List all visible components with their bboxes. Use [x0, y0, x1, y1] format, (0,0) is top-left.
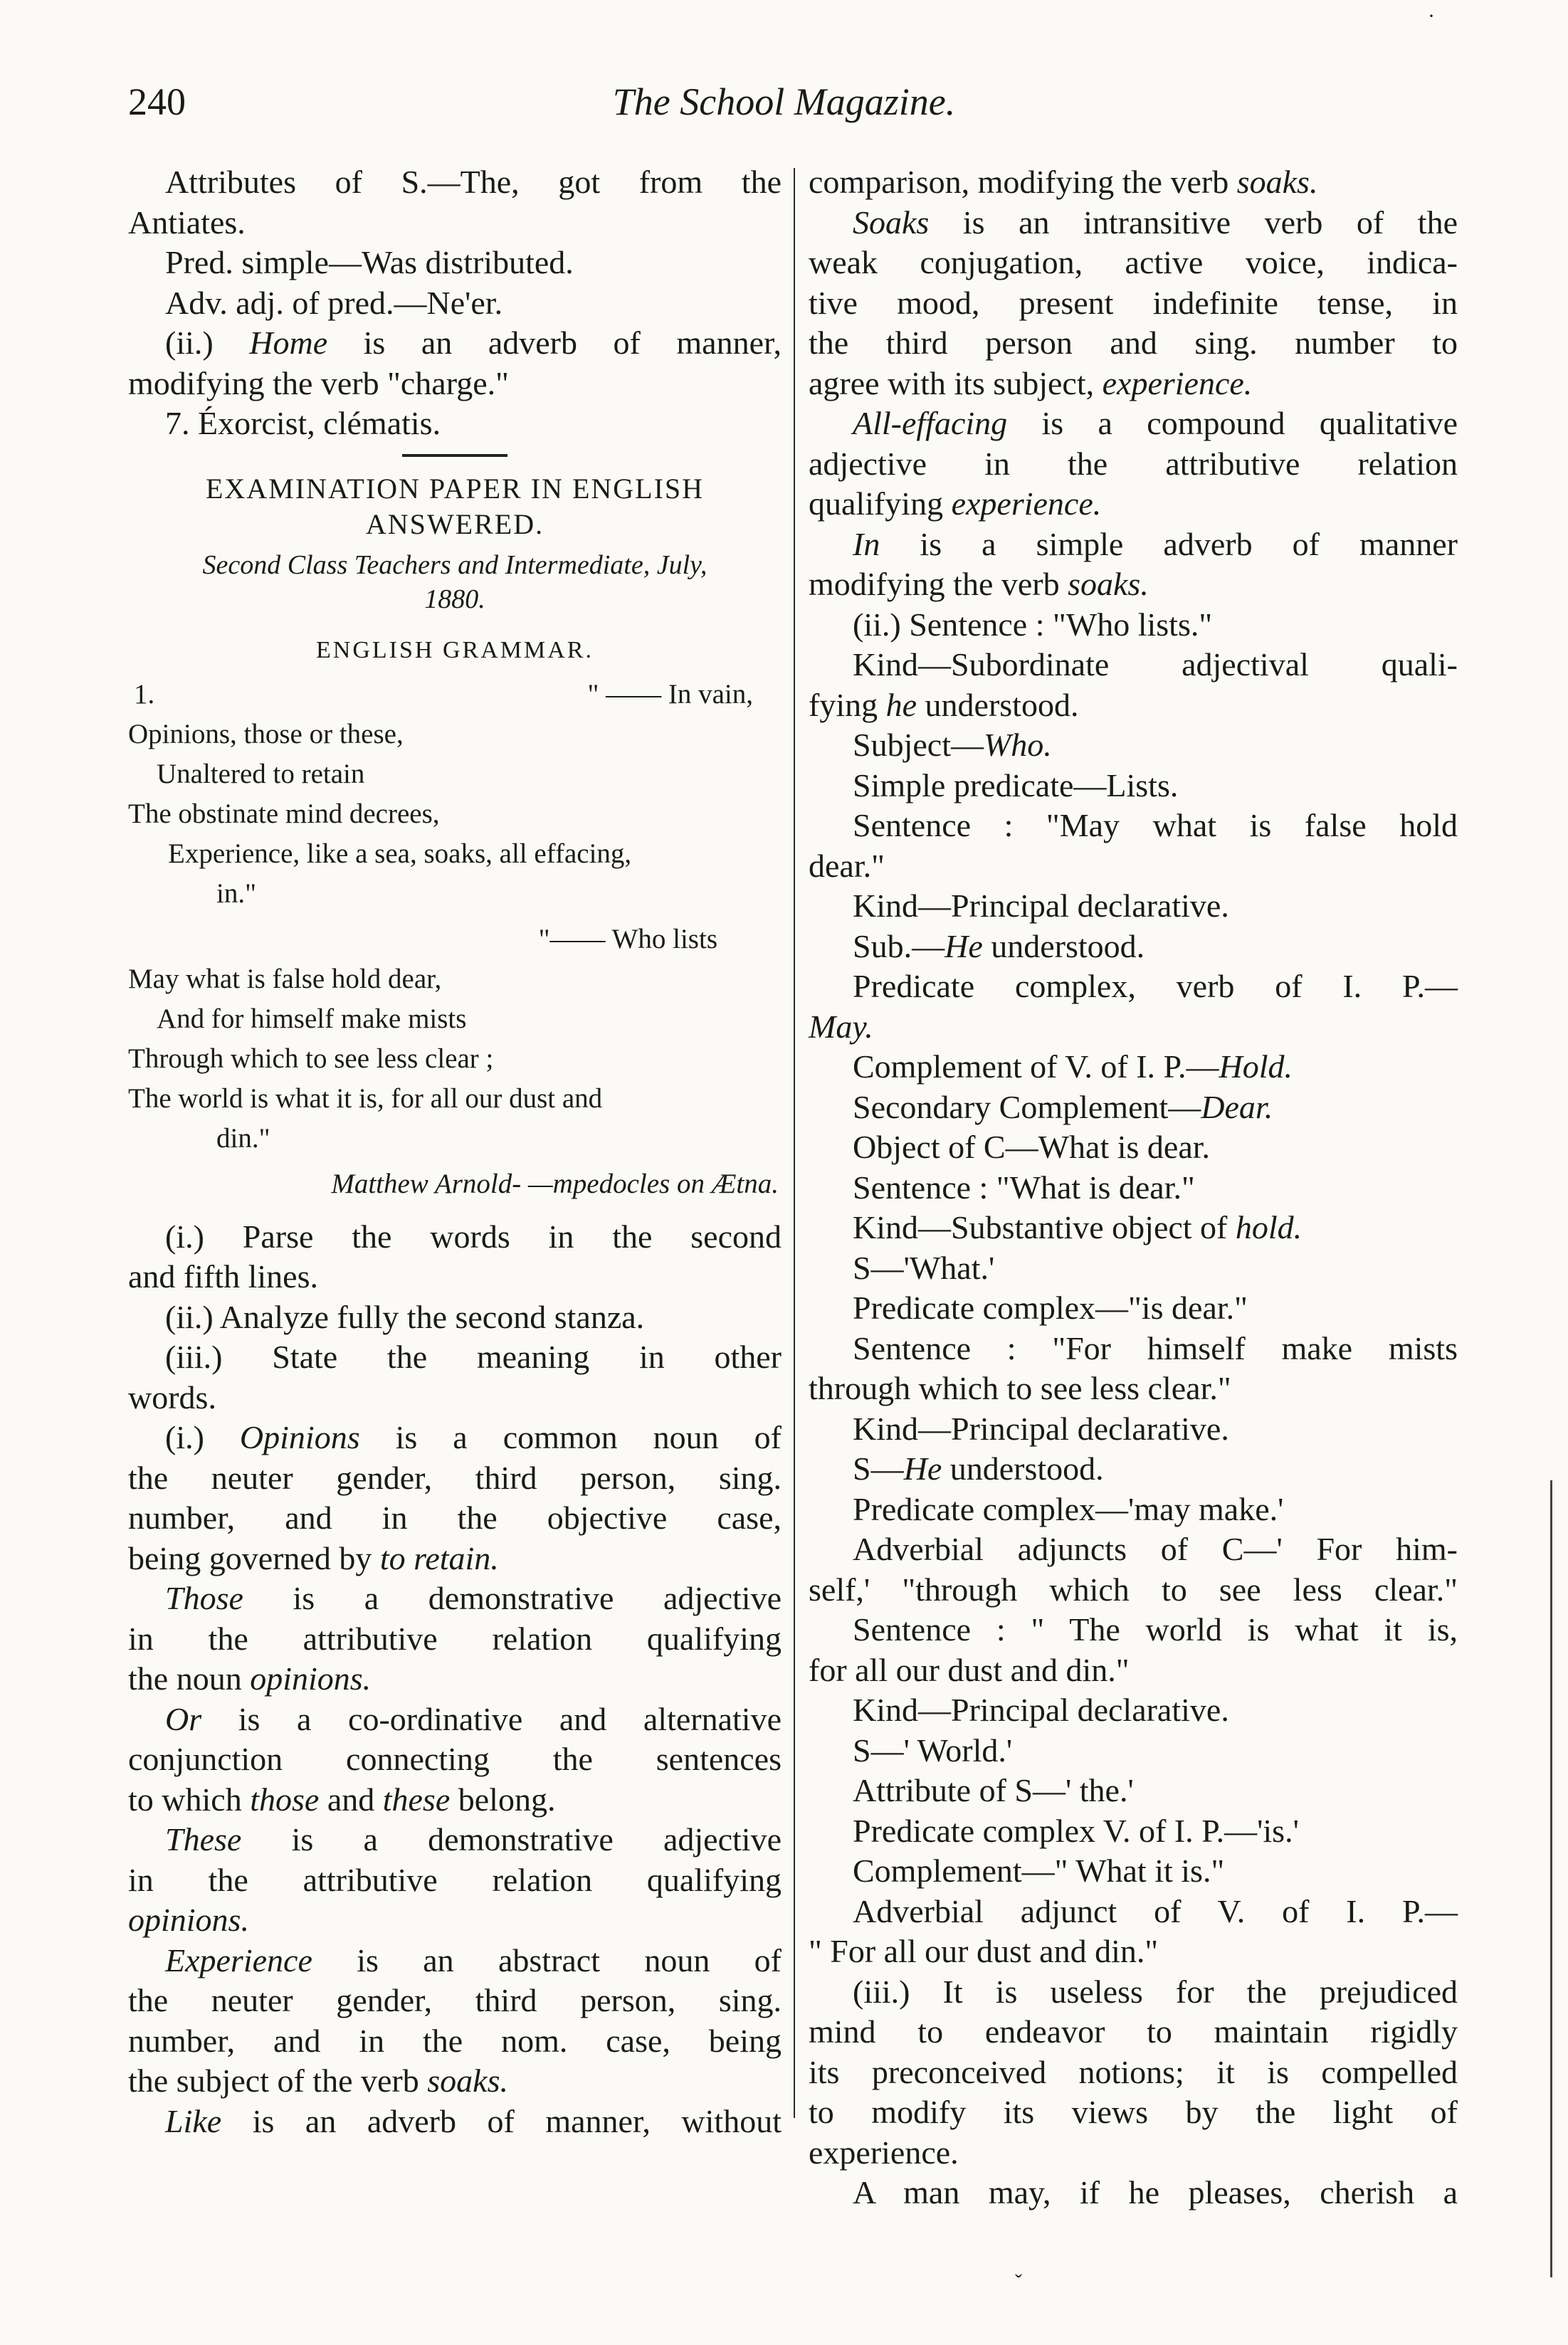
text-line: Subject—Who. — [853, 727, 1052, 763]
page-header — [0, 80, 1568, 137]
poem-line: And for himself make mists — [157, 1003, 467, 1034]
poem-quote-opening-2: "—— Who lists — [538, 923, 717, 954]
text-line: Soaks is an intransitive verb of the — [853, 204, 1458, 241]
poem-line: Opinions, those or these, — [128, 718, 404, 749]
column-divider — [794, 168, 795, 2118]
text-line: modifying the verb "charge." — [128, 364, 509, 401]
text-line: adjective in the attributive relation — [809, 445, 1458, 482]
poem-quotation — [128, 675, 782, 1204]
text-line: in the attributive relation qualifying — [128, 1861, 782, 1898]
text-line: These is a demonstrative adjective — [165, 1821, 782, 1857]
text-line: Sentence : "May what is false hold — [853, 807, 1458, 843]
poem-line: in." — [216, 878, 257, 909]
text-line: being governed by to retain. — [128, 1539, 499, 1576]
speck-mark: · — [1428, 4, 1435, 28]
page-edge-line — [1550, 1480, 1552, 2277]
text-line: Object of C—What is dear. — [853, 1129, 1211, 1165]
text-line: the noun opinions. — [128, 1660, 372, 1697]
text-line: Complement of V. of I. P.—Hold. — [853, 1048, 1293, 1085]
text-line: Predicate complex—'may make.' — [853, 1490, 1284, 1527]
text-line: May. — [809, 1008, 873, 1045]
right-column — [809, 162, 1458, 2213]
text-line: A man may, if he pleases, cherish a — [853, 2174, 1458, 2210]
speck-mark-bottom: ˇ — [1015, 2270, 1022, 2294]
text-line: conjunction connecting the sentences — [128, 1741, 782, 1777]
left-column — [128, 162, 782, 2141]
text-line: Secondary Complement—Dear. — [853, 1088, 1273, 1125]
running-title: The School Magazine. — [612, 80, 956, 123]
text-line: words. — [128, 1379, 216, 1416]
poem-line: Through which to see less clear ; — [128, 1043, 494, 1074]
text-line: weak conjugation, active voice, indica- — [809, 244, 1458, 280]
text-line: S—He understood. — [853, 1450, 1104, 1487]
text-line: (i.) Parse the words in the second — [165, 1218, 782, 1255]
text-line: (iii.) It is useless for the prejudiced — [853, 1973, 1458, 2010]
poem-citation: Matthew Arnold- —mpedocles on Ætna. — [331, 1168, 779, 1199]
text-line: experience. — [809, 2134, 959, 2171]
text-line: Kind—Principal declarative. — [853, 1410, 1229, 1447]
text-line: 7. Éxorcist, clématis. — [165, 405, 441, 441]
text-line: S—'What.' — [853, 1249, 995, 1286]
poem-line: May what is false hold dear, — [128, 963, 442, 994]
text-line: Sentence : " The world is what it is, — [853, 1611, 1458, 1648]
text-line: Sentence : "What is dear." — [853, 1169, 1195, 1206]
text-line: modifying the verb soaks. — [809, 566, 1149, 602]
text-line: the third person and sing. number to — [809, 325, 1458, 361]
answer-body-right — [809, 162, 1458, 2213]
text-line: " For all our dust and din." — [809, 1933, 1159, 1969]
text-line: and fifth lines. — [128, 1258, 318, 1295]
text-line: In is a simple adverb of manner — [853, 525, 1458, 562]
text-line: Predicate complex, verb of I. P.— — [853, 968, 1458, 1004]
text-line: Attribute of S—' the.' — [853, 1772, 1134, 1808]
text-line: qualifying experience. — [809, 485, 1102, 522]
text-line: number, and in the nom. case, being — [128, 2022, 782, 2059]
poem-line: The obstinate mind decrees, — [128, 798, 440, 829]
text-line: Pred. simple—Was distributed. — [165, 244, 574, 280]
section-rule — [402, 454, 507, 457]
text-line: Kind—Substantive object of hold. — [853, 1209, 1303, 1245]
text-line: mind to endeavor to maintain rigidly — [809, 2013, 1458, 2050]
poem-line: din." — [216, 1122, 270, 1154]
poem-line: The world is what it is, for all our dust and — [128, 1082, 603, 1114]
section-title-line2: ANSWERED. — [365, 507, 544, 540]
text-line: fying he understood. — [809, 686, 1079, 723]
text-line: Sub.—He understood. — [853, 927, 1145, 964]
text-line: for all our dust and din." — [809, 1651, 1130, 1688]
text-line: All-effacing is a compound qualitative — [853, 405, 1458, 441]
text-line: Antiates. — [128, 204, 246, 241]
text-line: in the attributive relation qualifying — [128, 1620, 782, 1657]
poem-stanza-1 — [128, 715, 782, 914]
text-line: tive mood, present indefinite tense, in — [809, 284, 1458, 321]
text-line: Or is a co-ordinative and alternative — [165, 1700, 782, 1737]
text-line: Kind—Principal declarative. — [853, 887, 1229, 924]
section-title: EXAMINATION PAPER IN ENGLISH — [205, 472, 705, 505]
text-line: Predicate complex—"is dear." — [853, 1290, 1248, 1326]
text-line: Simple predicate—Lists. — [853, 766, 1179, 803]
text-line: dear." — [809, 847, 885, 884]
text-line: Complement—" What it is." — [853, 1853, 1225, 1889]
text-line: (i.) Opinions is a common noun of — [165, 1419, 782, 1455]
poem-line: Unaltered to retain — [157, 758, 365, 789]
text-line: Kind—Principal declarative. — [853, 1692, 1229, 1728]
text-line: number, and in the objective case, — [128, 1500, 782, 1536]
text-line: to modify its views by the light of — [809, 2094, 1458, 2130]
text-line: (iii.) State the meaning in other — [165, 1339, 782, 1375]
text-line: its preconceived notions; it is compelled — [809, 2053, 1458, 2090]
text-line: agree with its subject, experience. — [809, 364, 1253, 401]
text-line: (ii.) Sentence : "Who lists." — [853, 606, 1213, 643]
section-subtitle: Second Class Teachers and Intermediate, July, — [202, 549, 707, 580]
text-line: Attributes of S.—The, got from the — [165, 164, 782, 200]
text-line: the neuter gender, third person, sing. — [128, 1982, 782, 2018]
text-line: comparison, modifying the verb soaks. — [809, 164, 1318, 200]
text-line: Adverbial adjuncts of C—' For him- — [853, 1531, 1458, 1567]
text-line: Kind—Subordinate adjectival quali- — [853, 646, 1458, 683]
answer-body-left — [128, 1217, 782, 2142]
subject-heading: ENGLISH GRAMMAR. — [316, 636, 594, 663]
text-line: to which those and these belong. — [128, 1781, 556, 1818]
text-line: S—' World.' — [853, 1732, 1013, 1769]
poem-quote-opening: " —— In vain, — [587, 678, 753, 710]
text-line: Sentence : "For himself make mists — [853, 1329, 1458, 1366]
poem-stanza-2 — [128, 959, 782, 1159]
text-line: Adverbial adjunct of V. of I. P.— — [853, 1892, 1458, 1929]
text-line: self,' "through which to see less clear." — [809, 1571, 1458, 1608]
text-line: opinions. — [128, 1902, 249, 1938]
text-line: through which to see less clear." — [809, 1370, 1231, 1406]
text-line: Predicate complex V. of I. P.—'is.' — [853, 1812, 1299, 1849]
question-number: 1. — [134, 678, 155, 710]
page-number: 240 — [128, 80, 186, 123]
poem-line: Experience, like a sea, soaks, all effacing, — [168, 838, 632, 869]
text-line: (ii.) Home is an adverb of manner, — [165, 325, 782, 361]
section-subtitle-year: 1880. — [424, 584, 485, 614]
text-line: Adv. adj. of pred.—Ne'er. — [165, 284, 503, 321]
text-line: (ii.) Analyze fully the second stanza. — [165, 1298, 645, 1335]
text-line: the neuter gender, third person, sing. — [128, 1459, 782, 1496]
answer-continuation — [128, 162, 782, 444]
text-line: Experience is an abstract noun of — [165, 1941, 782, 1978]
text-line: the subject of the verb soaks. — [128, 2062, 508, 2099]
text-line: Those is a demonstrative adjective — [165, 1580, 782, 1616]
text-line: Like is an adverb of manner, without — [165, 2102, 782, 2139]
